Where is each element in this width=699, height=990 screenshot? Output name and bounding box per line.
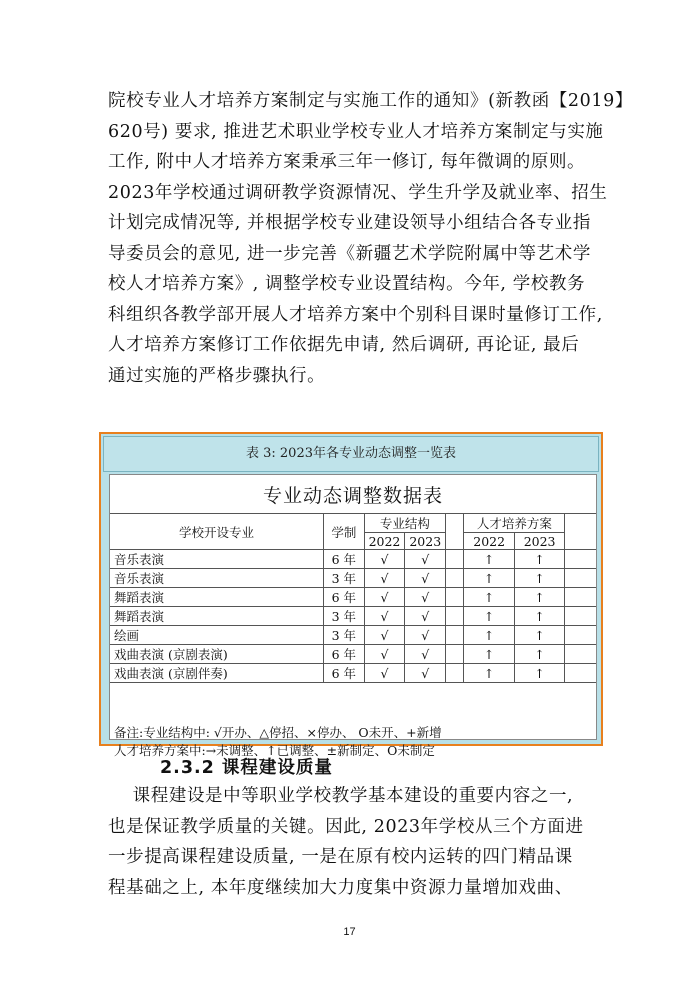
cell-structure-2023: √ (405, 550, 446, 569)
spacer-cell (446, 569, 464, 588)
cell-major: 舞蹈表演 (110, 607, 324, 626)
spacer-cell (565, 569, 596, 588)
table-row (110, 645, 596, 664)
text-line: 程基础之上, 本年度继续加大力度集中资源力量增加戏曲、 (108, 877, 573, 898)
spacer-cell (446, 664, 464, 683)
header-year: 2023 (405, 533, 446, 550)
cell-structure-2022: √ (364, 607, 405, 626)
cell-major: 戏曲表演 (京剧伴奏) (110, 664, 324, 683)
page-number: 17 (343, 926, 356, 938)
spacer-cell (565, 514, 596, 550)
header-duration: 学制 (324, 514, 364, 550)
cell-plan-2023: ↑ (514, 588, 564, 607)
cell-plan-2022: ↑ (464, 645, 514, 664)
text-line: 科组织各教学部开展人才培养方案中个别科目课时量修订工作, (108, 304, 603, 325)
cell-plan-2023: ↑ (514, 550, 564, 569)
header-plan: 人才培养方案 (464, 514, 565, 533)
text-line: 通过实施的严格步骤执行。 (108, 365, 326, 386)
text-line: 也是保证教学质量的关键。因此, 2023年学校从三个方面进 (108, 816, 584, 837)
spacer-cell (446, 607, 464, 626)
table-caption: 表 3: 2023年各专业动态调整一览表 (103, 436, 599, 472)
cell-plan-2022: ↑ (464, 664, 514, 683)
text-line: 课程建设是中等职业学校教学基本建设的重要内容之一, (108, 786, 574, 806)
spacer-cell (446, 645, 464, 664)
text-line: 一步提高课程建设质量, 一是在原有校内运转的四门精品课 (108, 847, 573, 867)
cell-structure-2022: √ (364, 626, 405, 645)
spacer-cell (565, 664, 596, 683)
cell-major: 舞蹈表演 (110, 588, 324, 607)
major-adjustment-table (110, 513, 596, 683)
cell-plan-2022: ↑ (464, 588, 514, 607)
table-row (110, 588, 596, 607)
note-plan: 人才培养方案中:→未调整、↑已调整、±新制定、O未制定 (114, 743, 435, 758)
cell-plan-2023: ↑ (514, 569, 564, 588)
cell-major: 音乐表演 (110, 569, 324, 588)
cell-structure-2023: √ (405, 626, 446, 645)
cell-duration: 6 年 (324, 645, 364, 664)
table-row (110, 550, 596, 569)
text-line: 校人才培养方案》, 调整学校专业设置结构。今年, 学校教务 (108, 274, 586, 294)
table-row (110, 607, 596, 626)
cell-structure-2023: √ (405, 645, 446, 664)
cell-structure-2022: √ (364, 550, 405, 569)
table-row (110, 664, 596, 683)
spacer-cell (565, 626, 596, 645)
text-line: 导委员会的意见, 进一步完善《新疆艺术学院附属中等艺术学 (108, 243, 591, 264)
spacer-cell (565, 588, 596, 607)
cell-duration: 6 年 (324, 664, 364, 683)
cell-structure-2023: √ (405, 588, 446, 607)
cell-structure-2022: √ (364, 645, 405, 664)
spacer-cell (565, 607, 596, 626)
header-year: 2022 (464, 533, 514, 550)
table-header-row (110, 514, 596, 533)
text-line: 620号) 要求, 推进艺术职业学校专业人才培养方案制定与实施 (108, 121, 604, 142)
spacer-cell (446, 588, 464, 607)
table-title: 专业动态调整数据表 (262, 485, 443, 507)
spacer-cell (565, 550, 596, 569)
table-panel (109, 474, 597, 758)
spacer-cell (446, 626, 464, 645)
cell-structure-2023: √ (405, 569, 446, 588)
header-year: 2022 (364, 533, 405, 550)
cell-plan-2023: ↑ (514, 664, 564, 683)
cell-duration: 3 年 (324, 569, 364, 588)
cell-structure-2022: √ (364, 569, 405, 588)
cell-duration: 3 年 (324, 626, 364, 645)
cell-structure-2022: √ (364, 664, 405, 683)
paragraph-course (108, 781, 608, 903)
cell-structure-2023: √ (405, 664, 446, 683)
cell-duration: 3 年 (324, 607, 364, 626)
cell-structure-2023: √ (405, 607, 446, 626)
paragraph-intro (108, 86, 633, 391)
cell-plan-2022: ↑ (464, 569, 514, 588)
text-line: 院校专业人才培养方案制定与实施工作的通知》(新教函【2019】 (108, 91, 633, 111)
table-figure (99, 432, 603, 758)
text-line: 人才培养方案修订工作依据先申请, 然后调研, 再论证, 最后 (108, 335, 580, 355)
cell-major: 绘画 (110, 626, 324, 645)
text-line: 2023年学校通过调研教学资源情况、学生升学及就业率、招生 (108, 182, 608, 203)
text-line: 工作, 附中人才培养方案秉承三年一修订, 每年微调的原则。 (108, 152, 586, 172)
header-major: 学校开设专业 (110, 514, 324, 550)
text-line: 计划完成情况等, 并根据学校专业建设领导小组结合各专业指 (108, 213, 591, 233)
cell-major: 戏曲表演 (京剧表演) (110, 645, 324, 664)
cell-major: 音乐表演 (110, 550, 324, 569)
header-structure: 专业结构 (364, 514, 446, 533)
spacer-cell (446, 550, 464, 569)
cell-plan-2023: ↑ (514, 645, 564, 664)
spacer-cell (446, 514, 464, 550)
cell-structure-2022: √ (364, 588, 405, 607)
cell-plan-2022: ↑ (464, 607, 514, 626)
header-year: 2023 (514, 533, 564, 550)
spacer-cell (565, 645, 596, 664)
cell-duration: 6 年 (324, 588, 364, 607)
cell-plan-2022: ↑ (464, 626, 514, 645)
section-heading: 2.3.2 课程建设质量 (160, 758, 333, 778)
cell-plan-2023: ↑ (514, 607, 564, 626)
cell-duration: 6 年 (324, 550, 364, 569)
note-structure: 备注:专业结构中: √开办、△停招、×停办、 O未开、+新增 (114, 725, 442, 740)
table-row (110, 569, 596, 588)
cell-plan-2022: ↑ (464, 550, 514, 569)
cell-plan-2023: ↑ (514, 626, 564, 645)
table-row (110, 626, 596, 645)
